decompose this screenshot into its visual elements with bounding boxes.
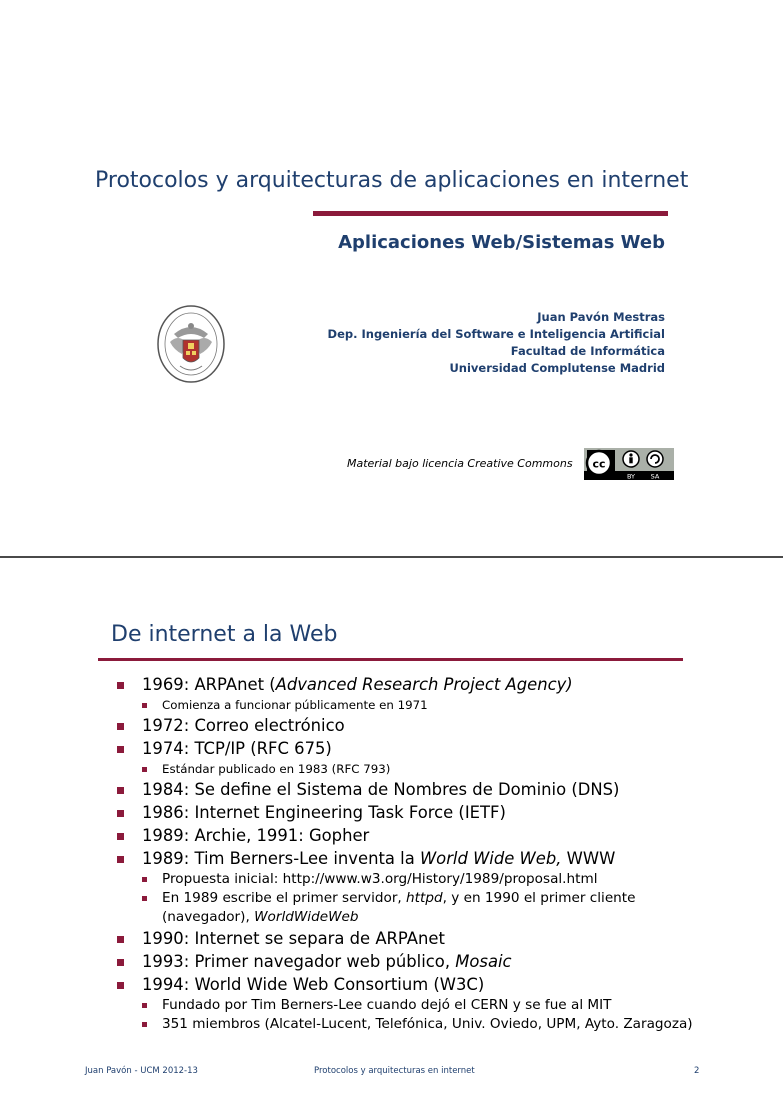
presentation-title: Protocolos y arquitecturas de aplicaciones en internet: [95, 168, 689, 193]
license-text: Material bajo licencia Creative Commons: [347, 457, 573, 470]
list-item: Estándar publicado en 1983 (RFC 793): [116, 760, 696, 778]
list-item: 1984: Se define el Sistema de Nombres de Dominio (DNS): [116, 778, 696, 801]
list-item: 351 miembros (Alcatel-Lucent, Telefónica, Univ. Oviedo, UPM, Ayto. Zaragoza): [116, 1015, 696, 1034]
cc-by-label: BY: [626, 472, 636, 480]
title-slide: [0, 0, 783, 557]
content-slide: [0, 558, 783, 1115]
title-rule: [313, 211, 668, 216]
cc-sa-label: SA: [650, 472, 660, 480]
list-item: 1989: Tim Berners-Lee inventa la World Wide Web, WWW: [116, 847, 696, 870]
list-item: 1993: Primer navegador web público, Mosaic: [116, 950, 696, 973]
list-item: 1994: World Wide Web Consortium (W3C): [116, 973, 696, 996]
presentation-subtitle: Aplicaciones Web/Sistemas Web: [338, 232, 665, 253]
list-item: 1972: Correo electrónico: [116, 714, 696, 737]
creative-commons-icon[interactable]: [584, 448, 674, 480]
page-number: 2: [694, 1066, 700, 1076]
slide-title: De internet a la Web: [111, 622, 338, 647]
list-item: En 1989 escribe el primer servidor, httpd, y en 1990 el primer cliente (navegador), WorldWideWeb: [116, 889, 696, 927]
list-item: Fundado por Tim Berners-Lee cuando dejó el CERN y se fue al MIT: [116, 996, 696, 1015]
footer-author: Juan Pavón - UCM 2012-13: [85, 1066, 198, 1076]
author-university: Universidad Complutense Madrid: [449, 361, 665, 375]
author-name: Juan Pavón Mestras: [537, 310, 665, 324]
list-item: 1974: TCP/IP (RFC 675): [116, 737, 696, 760]
timeline-list: [116, 673, 696, 1034]
list-item: 1986: Internet Engineering Task Force (IETF): [116, 801, 696, 824]
author-faculty: Facultad de Informática: [510, 344, 665, 358]
list-item: 1990: Internet se separa de ARPAnet: [116, 927, 696, 950]
svg-text:cc: cc: [592, 457, 606, 471]
author-block: [328, 309, 665, 377]
list-item: 1969: ARPAnet (Advanced Research Project Agency): [116, 673, 696, 696]
title-rule: [98, 658, 683, 661]
university-seal-icon: [156, 304, 226, 384]
list-item: Comienza a funcionar públicamente en 1971: [116, 696, 696, 714]
list-item: [116, 870, 696, 889]
footer-course: Protocolos y arquitecturas en internet: [314, 1066, 475, 1076]
proposal-link: Propuesta inicial: http://www.w3.org/History/1989/proposal.html: [162, 871, 598, 887]
list-item: 1989: Archie, 1991: Gopher: [116, 824, 696, 847]
author-department: Dep. Ingeniería del Software e Inteligencia Artificial: [327, 327, 665, 341]
